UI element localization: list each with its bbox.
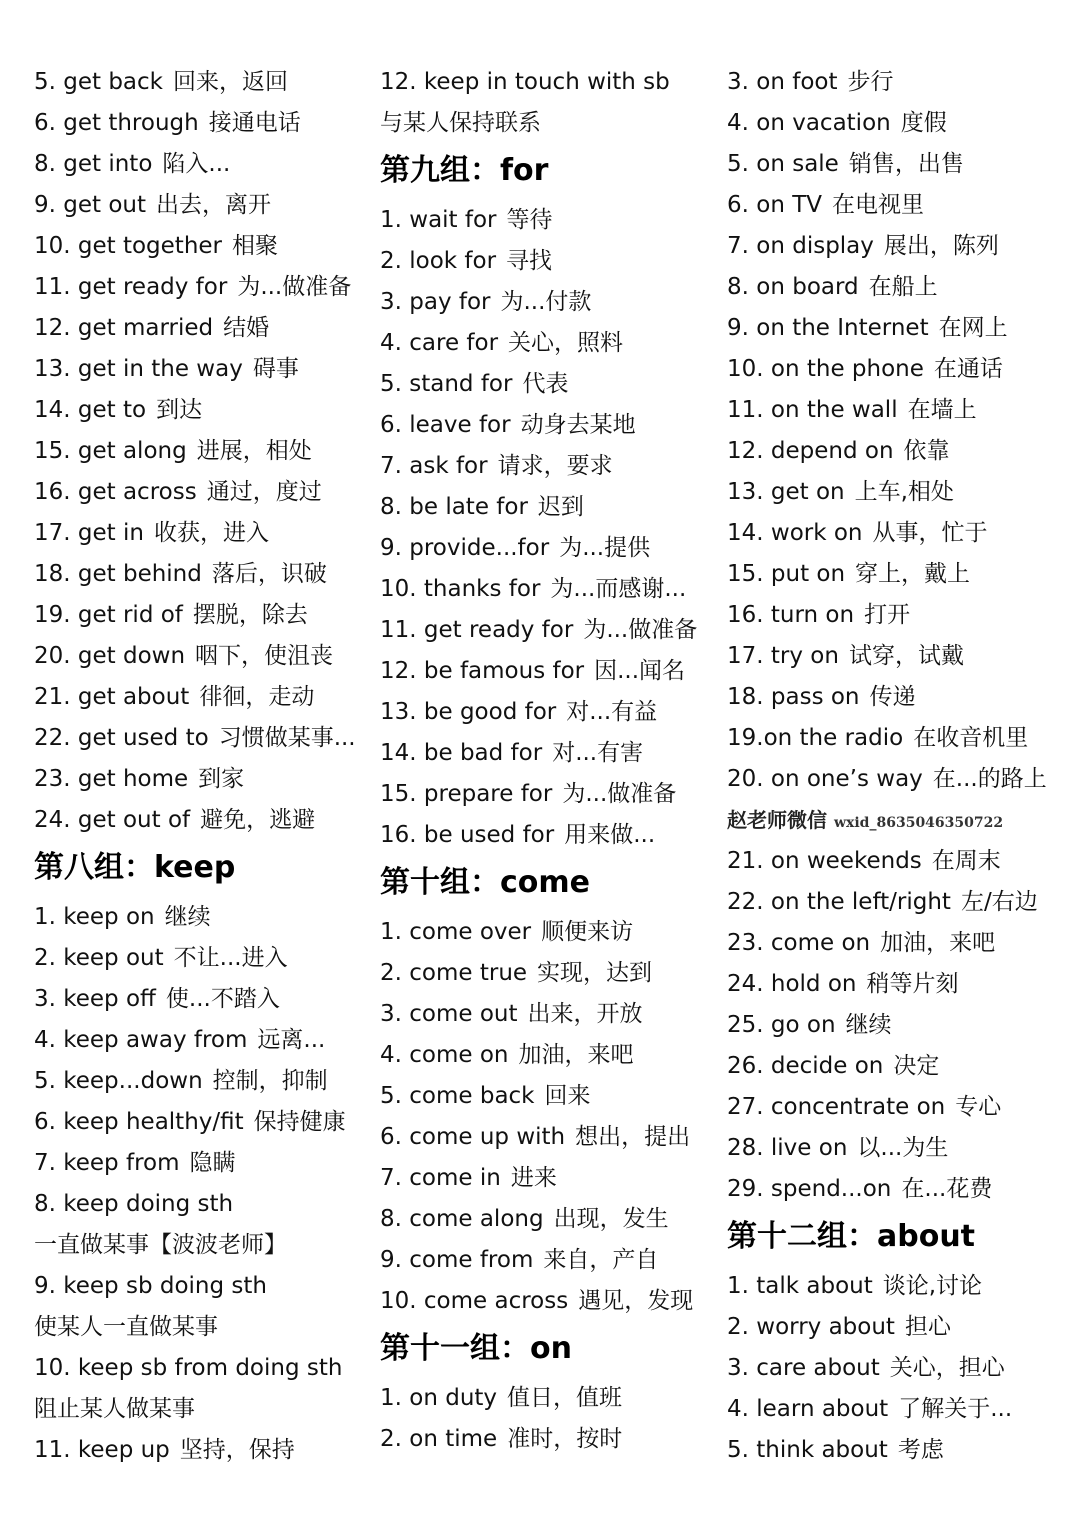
phrase-chinese: 远离... bbox=[257, 1027, 326, 1053]
phrase-english: 11. get ready for bbox=[380, 617, 574, 643]
phrase-chinese: 加油，来吧 bbox=[880, 930, 996, 956]
phrase-english: 17. try on bbox=[727, 643, 839, 669]
phrase-line bbox=[34, 938, 364, 979]
phrase-line bbox=[727, 513, 1072, 554]
phrase-line bbox=[34, 1102, 364, 1143]
phrase-chinese: 习惯做某事... bbox=[218, 725, 356, 751]
phrase-english: 6. come up with bbox=[380, 1124, 566, 1150]
phrase-chinese: 了解关于... bbox=[898, 1396, 1013, 1422]
phrase-line bbox=[727, 226, 1072, 267]
phrase-english: 22. get used to bbox=[34, 725, 209, 751]
phrase-line bbox=[34, 1430, 364, 1471]
come-phrase-list bbox=[380, 912, 710, 1322]
phrase-english: 26. decide on bbox=[727, 1053, 884, 1079]
phrase-english: 8. come along bbox=[380, 1206, 544, 1232]
phrase-chinese: 专心 bbox=[955, 1094, 1002, 1120]
phrase-english: 2. worry about bbox=[727, 1314, 895, 1340]
phrase-english: 5. come back bbox=[380, 1083, 535, 1109]
phrase-english: 20. get down bbox=[34, 643, 186, 669]
phrase-english: 22. on the left/right bbox=[727, 889, 951, 915]
phrase-english: 5. on sale bbox=[727, 151, 839, 177]
phrase-english: 8. keep doing sth bbox=[34, 1191, 234, 1217]
phrase-english: 4. on vacation bbox=[727, 110, 891, 136]
phrase-english: 8. get into bbox=[34, 151, 153, 177]
phrase-chinese: 关心，担心 bbox=[889, 1355, 1005, 1381]
phrase-line bbox=[727, 62, 1072, 103]
phrase-chinese: 实现，达到 bbox=[537, 960, 653, 986]
phrase-english: 7. ask for bbox=[380, 453, 488, 479]
phrase-line bbox=[34, 267, 364, 308]
phrase-chinese: 为...做准备 bbox=[237, 274, 352, 300]
phrase-chinese: 使...不踏入 bbox=[165, 986, 280, 1012]
phrase-line bbox=[380, 446, 710, 487]
phrase-chinese: 试穿，试戴 bbox=[848, 643, 964, 669]
column-1 bbox=[34, 62, 364, 1471]
phrase-english: 17. get in bbox=[34, 520, 144, 546]
phrase-chinese: 谈论,讨论 bbox=[882, 1273, 983, 1299]
phrase-line bbox=[380, 1281, 710, 1322]
phrase-line bbox=[34, 979, 364, 1020]
phrase-line bbox=[727, 595, 1072, 636]
phrase-chinese: 遇见，发现 bbox=[578, 1288, 694, 1314]
on-phrase-list-more bbox=[727, 841, 1072, 1210]
phrase-chinese: 从事，忙于 bbox=[872, 520, 988, 546]
phrase-line bbox=[380, 323, 710, 364]
phrase-line bbox=[380, 815, 710, 856]
phrase-line bbox=[727, 267, 1072, 308]
phrase-line bbox=[380, 733, 710, 774]
phrase-line bbox=[380, 62, 710, 103]
phrase-chinese: 结婚 bbox=[223, 315, 270, 341]
phrase-chinese: 使某人一直做某事 bbox=[34, 1314, 218, 1340]
phrase-line bbox=[727, 759, 1072, 800]
column-3 bbox=[727, 62, 1072, 1471]
phrase-english: 10. thanks for bbox=[380, 576, 541, 602]
phrase-chinese: 动身去某地 bbox=[520, 412, 636, 438]
phrase-chinese: 进展，相处 bbox=[196, 438, 312, 464]
phrase-chinese: 以...为生 bbox=[857, 1135, 949, 1161]
phrase-english: 4. care for bbox=[380, 330, 499, 356]
phrase-chinese: 考虑 bbox=[897, 1437, 944, 1463]
phrase-chinese: 稍等片刻 bbox=[866, 971, 959, 997]
phrase-line bbox=[727, 964, 1072, 1005]
phrase-chinese: 在墙上 bbox=[907, 397, 977, 423]
phrase-english: 5. get back bbox=[34, 69, 163, 95]
phrase-line bbox=[380, 651, 710, 692]
phrase-line bbox=[34, 1184, 364, 1225]
phrase-chinese: 碍事 bbox=[252, 356, 299, 382]
phrase-english: 3. keep off bbox=[34, 986, 156, 1012]
phrase-english: 27. concentrate on bbox=[727, 1094, 946, 1120]
phrase-english: 9. come from bbox=[380, 1247, 534, 1273]
phrase-english: 16. turn on bbox=[727, 602, 855, 628]
phrase-english: 6. get through bbox=[34, 110, 199, 136]
phrase-line bbox=[380, 692, 710, 733]
phrase-english: 18. pass on bbox=[727, 684, 860, 710]
phrase-chinese: 在电视里 bbox=[832, 192, 924, 218]
phrase-english: 29. spend...on bbox=[727, 1176, 892, 1202]
phrase-line bbox=[34, 718, 364, 759]
phrase-chinese: 因...闻名 bbox=[594, 658, 686, 684]
phrase-english: 19. get rid of bbox=[34, 602, 183, 628]
phrase-english: 15. get along bbox=[34, 438, 187, 464]
phrase-chinese: 为...付款 bbox=[500, 289, 592, 315]
phrase-english: 11. on the wall bbox=[727, 397, 898, 423]
phrase-chinese: 通过，度过 bbox=[206, 479, 322, 505]
phrase-line bbox=[380, 405, 710, 446]
phrase-line bbox=[34, 1266, 364, 1307]
phrase-english: 14. be bad for bbox=[380, 740, 543, 766]
section-heading-about: 第十二组：about bbox=[727, 1219, 976, 1254]
column-2 bbox=[380, 62, 710, 1460]
phrase-chinese: 控制，抑制 bbox=[212, 1068, 328, 1094]
section-heading-for: 第九组：for bbox=[380, 153, 549, 188]
phrase-chinese: 传递 bbox=[869, 684, 916, 710]
keep-phrase-list bbox=[34, 897, 364, 1471]
phrase-chinese: 继续 bbox=[164, 904, 211, 930]
phrase-line bbox=[380, 282, 710, 323]
phrase-line bbox=[727, 431, 1072, 472]
phrase-line bbox=[727, 1087, 1072, 1128]
phrase-english: 6. leave for bbox=[380, 412, 511, 438]
phrase-line bbox=[727, 923, 1072, 964]
get-phrase-list bbox=[34, 62, 364, 841]
phrase-english: 23. get home bbox=[34, 766, 189, 792]
phrase-chinese: 落后，识破 bbox=[211, 561, 327, 587]
phrase-line bbox=[380, 241, 710, 282]
phrase-english: 4. learn about bbox=[727, 1396, 889, 1422]
phrase-chinese: 出现，发生 bbox=[553, 1206, 669, 1232]
phrase-chinese: 寻找 bbox=[506, 248, 553, 274]
phrase-english: 2. keep out bbox=[34, 945, 164, 971]
phrase-english: 1. talk about bbox=[727, 1273, 873, 1299]
phrase-english: 8. be late for bbox=[380, 494, 528, 520]
phrase-chinese: 徘徊，走动 bbox=[199, 684, 315, 710]
phrase-chinese: 继续 bbox=[845, 1012, 892, 1038]
phrase-chinese: 与某人保持联系 bbox=[380, 110, 541, 136]
phrase-chinese: 加油，来吧 bbox=[518, 1042, 634, 1068]
phrase-chinese: 在收音机里 bbox=[913, 725, 1029, 751]
on-phrase-list-continued bbox=[727, 62, 1072, 800]
phrase-chinese: 回来 bbox=[544, 1083, 591, 1109]
phrase-english: 9. get out bbox=[34, 192, 147, 218]
phrase-chinese: 在通话 bbox=[933, 356, 1003, 382]
phrase-english: 7. keep from bbox=[34, 1150, 180, 1176]
phrase-line bbox=[34, 1143, 364, 1184]
phrase-line bbox=[34, 1348, 364, 1389]
phrase-english: 1. on duty bbox=[380, 1385, 498, 1411]
phrase-line bbox=[727, 1128, 1072, 1169]
phrase-english: 12. be famous for bbox=[380, 658, 585, 684]
phrase-english: 5. keep...down bbox=[34, 1068, 203, 1094]
phrase-line bbox=[380, 1035, 710, 1076]
phrase-english: 2. look for bbox=[380, 248, 497, 274]
phrase-line bbox=[727, 1169, 1072, 1210]
teacher-wechat-note bbox=[727, 800, 1072, 841]
phrase-english: 20. on one’s way bbox=[727, 766, 923, 792]
phrase-chinese: 不让...进入 bbox=[173, 945, 288, 971]
on-phrase-list bbox=[380, 1378, 710, 1460]
phrase-english: 25. go on bbox=[727, 1012, 836, 1038]
phrase-chinese: 为...做准备 bbox=[562, 781, 677, 807]
phrase-english: 3. pay for bbox=[380, 289, 491, 315]
phrase-chinese: 为...提供 bbox=[559, 535, 651, 561]
phrase-chinese: 在周末 bbox=[931, 848, 1001, 874]
phrase-line bbox=[380, 103, 710, 144]
phrase-chinese: 担心 bbox=[904, 1314, 951, 1340]
phrase-english: 19.on the radio bbox=[727, 725, 904, 751]
phrase-chinese: 在船上 bbox=[868, 274, 938, 300]
phrase-english: 24. get out of bbox=[34, 807, 191, 833]
phrase-line bbox=[727, 1389, 1072, 1430]
phrase-line bbox=[34, 62, 364, 103]
phrase-line bbox=[727, 882, 1072, 923]
phrase-english: 12. depend on bbox=[727, 438, 894, 464]
section-heading-keep: 第八组：keep bbox=[34, 850, 236, 885]
phrase-chinese: 顺便来访 bbox=[541, 919, 634, 945]
phrase-line bbox=[34, 1061, 364, 1102]
phrase-chinese: 摆脱，除去 bbox=[192, 602, 308, 628]
phrase-chinese: 收获，进入 bbox=[153, 520, 269, 546]
phrase-english: 9. provide...for bbox=[380, 535, 550, 561]
phrase-line bbox=[34, 472, 364, 513]
phrase-english: 16. be used for bbox=[380, 822, 555, 848]
phrase-english: 8. on board bbox=[727, 274, 859, 300]
phrase-english: 16. get across bbox=[34, 479, 197, 505]
keep-continued-list bbox=[380, 62, 710, 144]
phrase-line bbox=[34, 513, 364, 554]
phrase-english: 10. on the phone bbox=[727, 356, 924, 382]
phrase-line bbox=[34, 1389, 364, 1430]
section-heading-come: 第十组：come bbox=[380, 865, 590, 900]
phrase-line bbox=[34, 1225, 364, 1266]
phrase-chinese: 代表 bbox=[522, 371, 569, 397]
phrase-line bbox=[727, 554, 1072, 595]
phrase-line bbox=[727, 718, 1072, 759]
phrase-line bbox=[34, 431, 364, 472]
phrase-english: 23. come on bbox=[727, 930, 871, 956]
phrase-english: 5. think about bbox=[727, 1437, 888, 1463]
phrase-chinese: 陷入... bbox=[162, 151, 231, 177]
phrase-english: 11. get ready for bbox=[34, 274, 228, 300]
phrase-chinese: 依靠 bbox=[903, 438, 950, 464]
phrase-line bbox=[380, 1240, 710, 1281]
phrase-chinese: 左/右边 bbox=[960, 889, 1038, 915]
about-phrase-list bbox=[727, 1266, 1072, 1471]
phrase-chinese: 关心，照料 bbox=[508, 330, 624, 356]
phrase-line bbox=[380, 364, 710, 405]
phrase-chinese: 度假 bbox=[900, 110, 947, 136]
phrase-line bbox=[380, 994, 710, 1035]
phrase-chinese: 阻止某人做某事 bbox=[34, 1396, 195, 1422]
phrase-line bbox=[34, 185, 364, 226]
phrase-line bbox=[380, 1076, 710, 1117]
phrase-line bbox=[34, 677, 364, 718]
phrase-line bbox=[727, 103, 1072, 144]
phrase-english: 24. hold on bbox=[727, 971, 857, 997]
phrase-chinese: 到家 bbox=[198, 766, 245, 792]
phrase-line bbox=[380, 528, 710, 569]
phrase-line bbox=[727, 636, 1072, 677]
teacher-wechat-id: wxid_8635046350722 bbox=[833, 815, 1004, 831]
phrase-english: 10. get together bbox=[34, 233, 223, 259]
phrase-line bbox=[727, 841, 1072, 882]
phrase-line bbox=[34, 349, 364, 390]
phrase-chinese: 咽下，使沮丧 bbox=[195, 643, 334, 669]
phrase-chinese: 迟到 bbox=[537, 494, 584, 520]
phrase-english: 12. get married bbox=[34, 315, 214, 341]
phrase-chinese: 一直做某事【波波老师】 bbox=[34, 1232, 287, 1258]
phrase-line bbox=[380, 774, 710, 815]
phrase-english: 15. prepare for bbox=[380, 781, 553, 807]
phrase-chinese: 穿上，戴上 bbox=[855, 561, 971, 587]
phrase-line bbox=[380, 1199, 710, 1240]
phrase-line bbox=[380, 200, 710, 241]
phrase-chinese: 决定 bbox=[893, 1053, 940, 1079]
phrase-line bbox=[380, 1158, 710, 1199]
phrase-line bbox=[380, 1419, 710, 1460]
phrase-chinese: 隐瞒 bbox=[189, 1150, 236, 1176]
phrase-english: 5. stand for bbox=[380, 371, 513, 397]
for-phrase-list bbox=[380, 200, 710, 856]
phrase-english: 4. come on bbox=[380, 1042, 509, 1068]
phrase-line bbox=[380, 953, 710, 994]
phrase-line bbox=[34, 308, 364, 349]
phrase-line bbox=[34, 636, 364, 677]
phrase-english: 2. on time bbox=[380, 1426, 498, 1452]
phrase-line bbox=[727, 349, 1072, 390]
phrase-chinese: 在...花费 bbox=[901, 1176, 993, 1202]
phrase-chinese: 来自，产自 bbox=[543, 1247, 659, 1273]
phrase-line bbox=[34, 103, 364, 144]
phrase-line bbox=[34, 595, 364, 636]
phrase-line bbox=[727, 1005, 1072, 1046]
teacher-wechat-label: 赵老师微信 bbox=[727, 808, 827, 832]
phrase-english: 9. on the Internet bbox=[727, 315, 929, 341]
phrase-chinese: 步行 bbox=[847, 69, 894, 95]
phrase-english: 2. come true bbox=[380, 960, 528, 986]
phrase-chinese: 回来，返回 bbox=[173, 69, 288, 95]
phrase-chinese: 对...有益 bbox=[566, 699, 658, 725]
phrase-chinese: 上车,相处 bbox=[854, 479, 954, 505]
phrase-chinese: 保持健康 bbox=[253, 1109, 346, 1135]
phrase-english: 6. keep healthy/fit bbox=[34, 1109, 244, 1135]
phrase-chinese: 对...有害 bbox=[552, 740, 644, 766]
phrase-line bbox=[727, 1046, 1072, 1087]
phrase-chinese: 相聚 bbox=[232, 233, 279, 259]
phrase-chinese: 在网上 bbox=[938, 315, 1008, 341]
phrase-line bbox=[34, 554, 364, 595]
phrase-chinese: 打开 bbox=[864, 602, 911, 628]
phrase-line bbox=[727, 1266, 1072, 1307]
phrase-english: 21. on weekends bbox=[727, 848, 922, 874]
phrase-line bbox=[380, 912, 710, 953]
phrase-line bbox=[727, 677, 1072, 718]
phrase-chinese: 销售，出售 bbox=[848, 151, 964, 177]
phrase-chinese: 出来，开放 bbox=[527, 1001, 643, 1027]
phrase-english: 15. put on bbox=[727, 561, 846, 587]
phrase-chinese: 等待 bbox=[506, 207, 553, 233]
phrase-chinese: 为...而感谢... bbox=[550, 576, 687, 602]
phrase-english: 14. get to bbox=[34, 397, 147, 423]
phrase-line bbox=[34, 390, 364, 431]
phrase-line bbox=[34, 1020, 364, 1061]
section-heading-on: 第十一组：on bbox=[380, 1331, 572, 1366]
phrase-line bbox=[380, 610, 710, 651]
phrase-chinese: 避免，逃避 bbox=[200, 807, 316, 833]
phrase-line bbox=[34, 144, 364, 185]
phrase-english: 11. keep up bbox=[34, 1437, 170, 1463]
phrase-line bbox=[727, 1430, 1072, 1471]
phrase-chinese: 坚持，保持 bbox=[179, 1437, 295, 1463]
phrase-chinese: 进来 bbox=[510, 1165, 557, 1191]
phrase-english: 1. keep on bbox=[34, 904, 155, 930]
phrase-chinese: 接通电话 bbox=[208, 110, 301, 136]
phrase-english: 10. come across bbox=[380, 1288, 569, 1314]
phrase-line bbox=[727, 1348, 1072, 1389]
phrase-line bbox=[34, 226, 364, 267]
phrase-english: 21. get about bbox=[34, 684, 190, 710]
phrase-chinese: 准时，按时 bbox=[507, 1426, 623, 1452]
phrase-english: 28. live on bbox=[727, 1135, 848, 1161]
phrase-chinese: 请求，要求 bbox=[497, 453, 613, 479]
phrase-english: 13. get in the way bbox=[34, 356, 243, 382]
phrase-english: 1. wait for bbox=[380, 207, 497, 233]
phrase-line bbox=[34, 759, 364, 800]
phrase-english: 3. care about bbox=[727, 1355, 880, 1381]
phrase-english: 3. on foot bbox=[727, 69, 838, 95]
phrase-english: 6. on TV bbox=[727, 192, 822, 218]
phrase-line bbox=[380, 569, 710, 610]
phrase-line bbox=[727, 144, 1072, 185]
phrase-line bbox=[727, 472, 1072, 513]
phrase-english: 18. get behind bbox=[34, 561, 202, 587]
phrase-line bbox=[34, 800, 364, 841]
phrase-english: 1. come over bbox=[380, 919, 532, 945]
phrase-english: 4. keep away from bbox=[34, 1027, 248, 1053]
phrase-english: 3. come out bbox=[380, 1001, 518, 1027]
phrase-line bbox=[380, 1117, 710, 1158]
phrase-english: 7. on display bbox=[727, 233, 874, 259]
phrase-english: 13. be good for bbox=[380, 699, 557, 725]
phrase-english: 9. keep sb doing sth bbox=[34, 1273, 267, 1299]
phrase-chinese: 为...做准备 bbox=[583, 617, 698, 643]
phrase-chinese: 值日，值班 bbox=[507, 1385, 623, 1411]
phrase-line bbox=[727, 390, 1072, 431]
phrase-english: 13. get on bbox=[727, 479, 845, 505]
phrase-line bbox=[380, 1378, 710, 1419]
phrase-english: 7. come in bbox=[380, 1165, 501, 1191]
phrase-english: 14. work on bbox=[727, 520, 863, 546]
phrase-line bbox=[34, 897, 364, 938]
phrase-chinese: 出去，离开 bbox=[156, 192, 272, 218]
phrase-line bbox=[727, 308, 1072, 349]
phrase-chinese: 在...的路上 bbox=[932, 766, 1047, 792]
phrase-line bbox=[727, 185, 1072, 226]
phrase-line bbox=[34, 1307, 364, 1348]
phrase-line bbox=[727, 1307, 1072, 1348]
phrase-chinese: 用来做... bbox=[564, 822, 656, 848]
phrase-chinese: 到达 bbox=[156, 397, 203, 423]
phrase-english: 10. keep sb from doing sth bbox=[34, 1355, 343, 1381]
phrase-chinese: 展出，陈列 bbox=[883, 233, 999, 259]
phrase-chinese: 想出，提出 bbox=[575, 1124, 691, 1150]
phrase-line bbox=[380, 487, 710, 528]
phrase-english: 12. keep in touch with sb bbox=[380, 69, 670, 95]
